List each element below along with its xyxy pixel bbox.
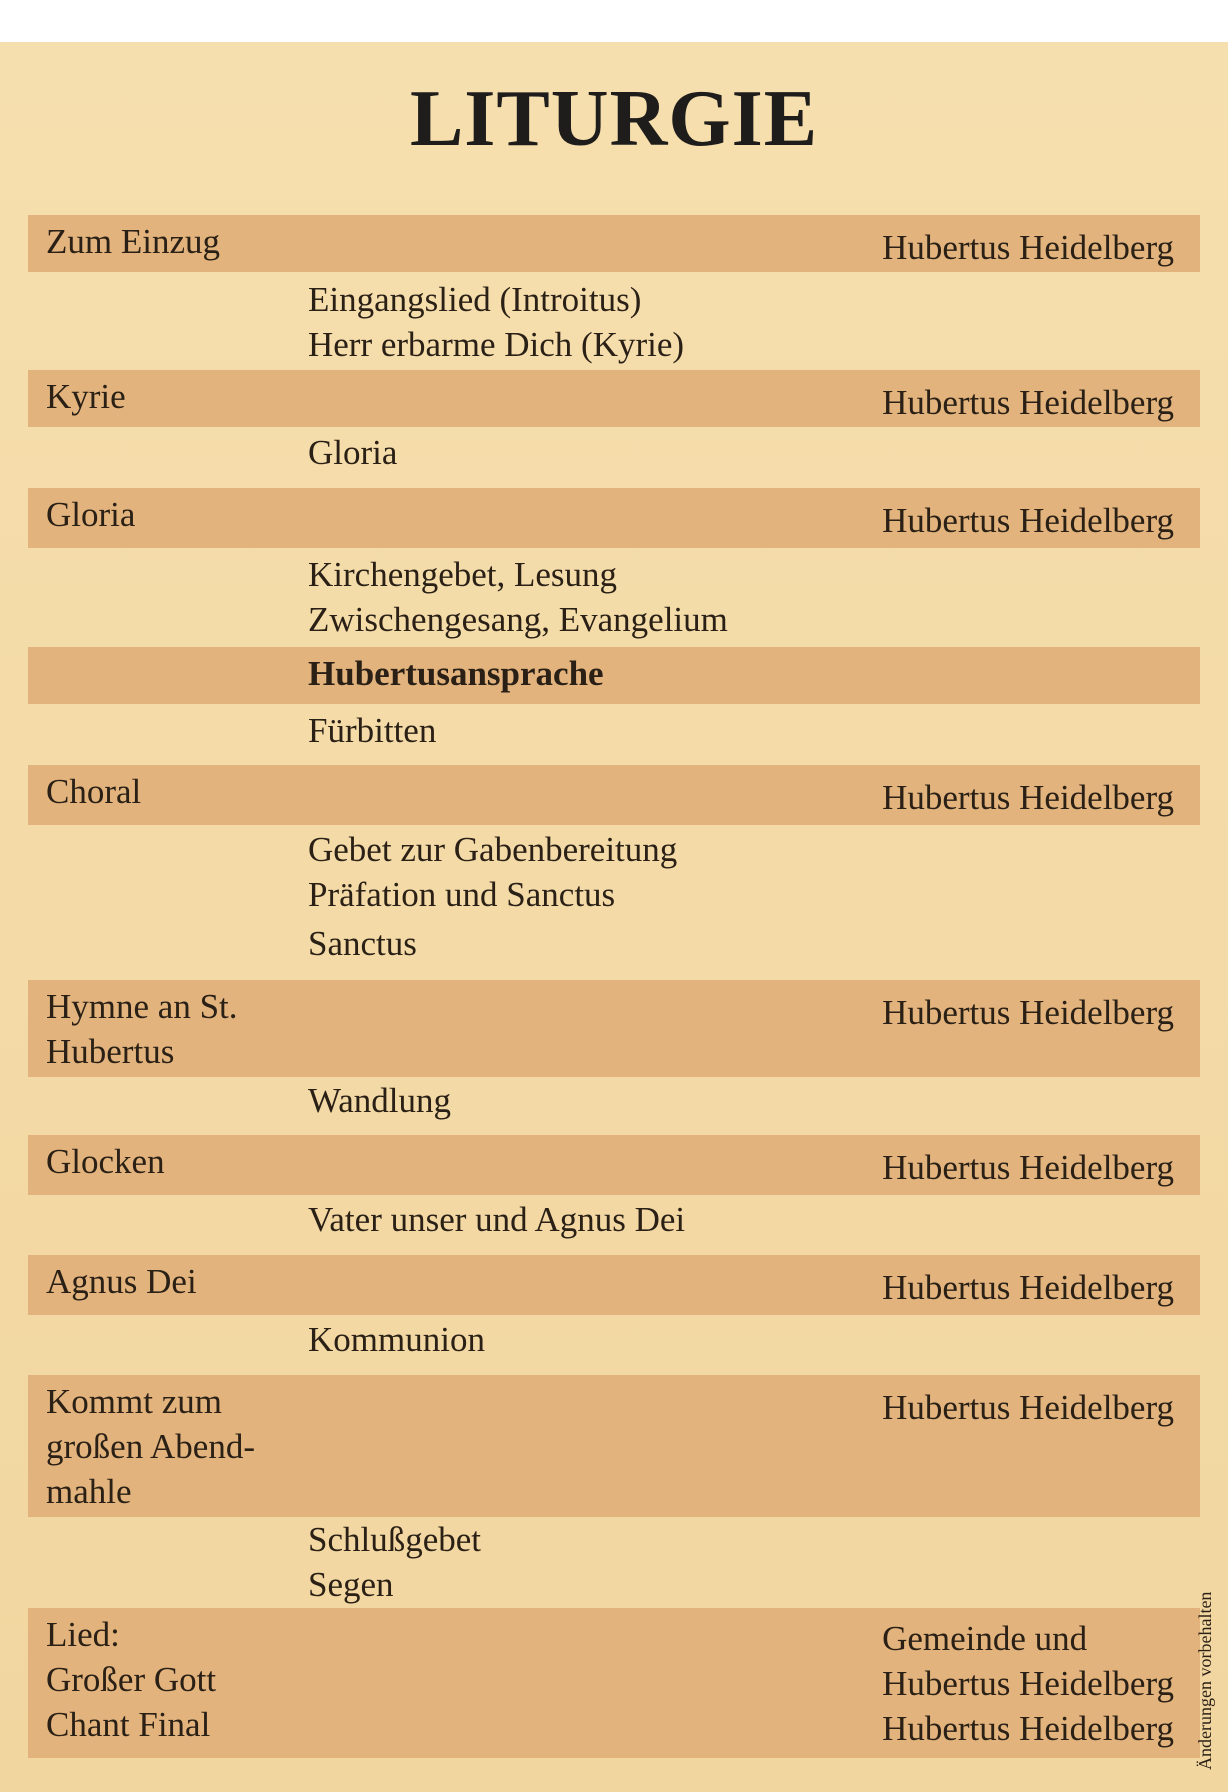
row-label bbox=[46, 984, 238, 1074]
row-text: Vater unser und Agnus Dei bbox=[308, 1200, 686, 1239]
row-performer: Hubertus Heidelberg bbox=[882, 1268, 1174, 1307]
row-performer-line: Gemeinde und bbox=[882, 1619, 1088, 1658]
row-text: Eingangslied (Introitus) bbox=[308, 280, 642, 319]
liturgy-row-fuerbitten bbox=[28, 705, 1200, 760]
row-label: Choral bbox=[46, 772, 142, 811]
page-title: LITURGIE bbox=[409, 75, 819, 163]
row-performer bbox=[882, 1616, 1174, 1751]
liturgy-row-kommunion bbox=[28, 1317, 1200, 1372]
row-label: Glocken bbox=[46, 1142, 165, 1181]
row-text: Sanctus bbox=[308, 924, 417, 963]
row-text: Kirchengebet, Lesung bbox=[308, 555, 618, 594]
row-text: Gebet zur Gabenbereitung bbox=[308, 830, 678, 869]
row-label-line: Lied: bbox=[46, 1615, 120, 1654]
row-label-line: Hubertus bbox=[46, 1032, 175, 1071]
row-text: Fürbitten bbox=[308, 711, 437, 750]
row-label: Zum Einzug bbox=[46, 222, 220, 261]
row-label: Kyrie bbox=[46, 377, 126, 416]
row-performer: Hubertus Heidelberg bbox=[882, 1388, 1174, 1427]
row-text: Schlußgebet bbox=[308, 1520, 482, 1559]
liturgy-row-choral bbox=[28, 765, 1200, 825]
liturgy-row-gloria bbox=[28, 488, 1200, 548]
row-label-line: mahle bbox=[46, 1472, 132, 1511]
row-performer-line: Hubertus Heidelberg bbox=[882, 1709, 1174, 1748]
liturgy-row-glocken bbox=[28, 1135, 1200, 1195]
row-label: Agnus Dei bbox=[46, 1262, 197, 1301]
row-label bbox=[46, 1379, 255, 1514]
liturgy-row-agnus-dei bbox=[28, 1255, 1200, 1315]
row-label-line: Kommt zum bbox=[46, 1382, 222, 1421]
row-performer: Hubertus Heidelberg bbox=[882, 993, 1174, 1032]
row-text: Hubertusansprache bbox=[308, 654, 604, 693]
row-text: Gloria bbox=[308, 433, 398, 472]
row-label: Gloria bbox=[46, 495, 136, 534]
liturgy-row-gloria-text bbox=[28, 430, 1200, 480]
row-performer: Hubertus Heidelberg bbox=[882, 383, 1174, 422]
row-text: Herr erbarme Dich (Kyrie) bbox=[308, 325, 685, 364]
liturgy-row-abendmahle bbox=[28, 1375, 1200, 1517]
row-performer: Hubertus Heidelberg bbox=[882, 228, 1174, 267]
liturgy-row-eingangslied bbox=[28, 275, 1200, 365]
liturgy-row-kirchengebet bbox=[28, 551, 1200, 641]
liturgy-row-zum-einzug bbox=[28, 215, 1200, 272]
row-text: Präfation und Sanctus bbox=[308, 875, 616, 914]
row-performer: Hubertus Heidelberg bbox=[882, 1148, 1174, 1187]
changes-reserved-note: Änderungen vorbehalten bbox=[1195, 1591, 1215, 1770]
row-text: Kommunion bbox=[308, 1320, 485, 1359]
liturgy-row-gabenbereitung bbox=[28, 827, 1200, 977]
row-performer: Hubertus Heidelberg bbox=[882, 778, 1174, 817]
row-text: Wandlung bbox=[308, 1081, 451, 1120]
liturgy-row-kyrie bbox=[28, 370, 1200, 427]
row-label-line: Großer Gott bbox=[46, 1660, 217, 1699]
row-label-line: Chant Final bbox=[46, 1705, 211, 1744]
row-performer-line: Hubertus Heidelberg bbox=[882, 1664, 1174, 1703]
row-performer: Hubertus Heidelberg bbox=[882, 501, 1174, 540]
row-label-line: großen Abend- bbox=[46, 1427, 255, 1466]
row-label-line: Hymne an St. bbox=[46, 987, 238, 1026]
row-label bbox=[46, 1612, 216, 1747]
row-text: Segen bbox=[308, 1565, 394, 1604]
liturgy-row-wandlung bbox=[28, 1078, 1200, 1133]
liturgy-row-schlussgebet bbox=[28, 1517, 1200, 1607]
liturgy-row-hymne bbox=[28, 980, 1200, 1077]
liturgy-row-lied bbox=[28, 1608, 1200, 1758]
liturgy-row-hubertusansprache bbox=[28, 647, 1200, 704]
liturgy-row-vater-unser bbox=[28, 1197, 1200, 1252]
row-text: Zwischengesang, Evangelium bbox=[308, 600, 728, 639]
